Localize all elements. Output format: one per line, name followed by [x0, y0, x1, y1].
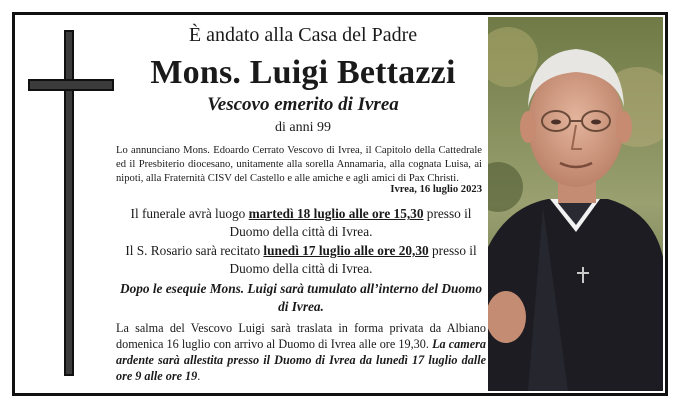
chapel-info: La camera ardente sarà allestita presso il Duomo di Ivrea da lunedì 17 luglio dalle ore 9 alle ore 19: [116, 337, 486, 383]
announcement-text: Lo annunciano Mons. Edoardo Cerrato Vescovo di Ivrea, il Capitolo della Cattedrale ed il Presbiterio diocesano, unitamente alla sorella Annamaria, alla cognata Luisa, ai nipoti, alla Fraternità CISV del Castello e alle amiche e agli amici di Pax Christi.: [116, 145, 482, 184]
rosary-datetime: lunedì 17 luglio alle ore 20,30: [263, 243, 429, 258]
place-date: Ivrea, 16 luglio 2023: [390, 184, 482, 195]
deceased-name: Mons. Luigi Bettazzi: [150, 54, 456, 91]
deceased-role: Vescovo emerito di Ivrea: [207, 94, 399, 115]
rosary-info: Il S. Rosario sarà recitato lunedì 17 luglio alle ore 20,30 presso il Duomo della città di Ivrea.: [125, 243, 477, 276]
portrait-photo: [488, 17, 663, 391]
funeral-info: Il funerale avrà luogo martedì 18 luglio alle ore 15,30 presso il Duomo della città di Ivrea.: [130, 206, 472, 239]
burial-info: Dopo le esequie Mons. Luigi sarà tumulato all’interno del Duomo di Ivrea.: [119, 281, 482, 314]
funeral-datetime: martedì 18 luglio alle ore 15,30: [248, 206, 424, 221]
deceased-age: di anni 99: [275, 120, 331, 135]
portrait-illustration: [488, 17, 663, 391]
cross-horizontal-beam: [28, 79, 114, 91]
heading: È andato alla Casa del Padre: [188, 24, 418, 46]
transfer-info: La salma del Vescovo Luigi sarà traslata in forma privata da Albiano domenica 16 luglio con arrivo al Duomo di Ivrea alle ore 19,30. La camera ardente sarà allestita presso il Duomo di Ivrea da lunedì 17 luglio dalle ore 9 alle ore 19.: [116, 321, 486, 383]
